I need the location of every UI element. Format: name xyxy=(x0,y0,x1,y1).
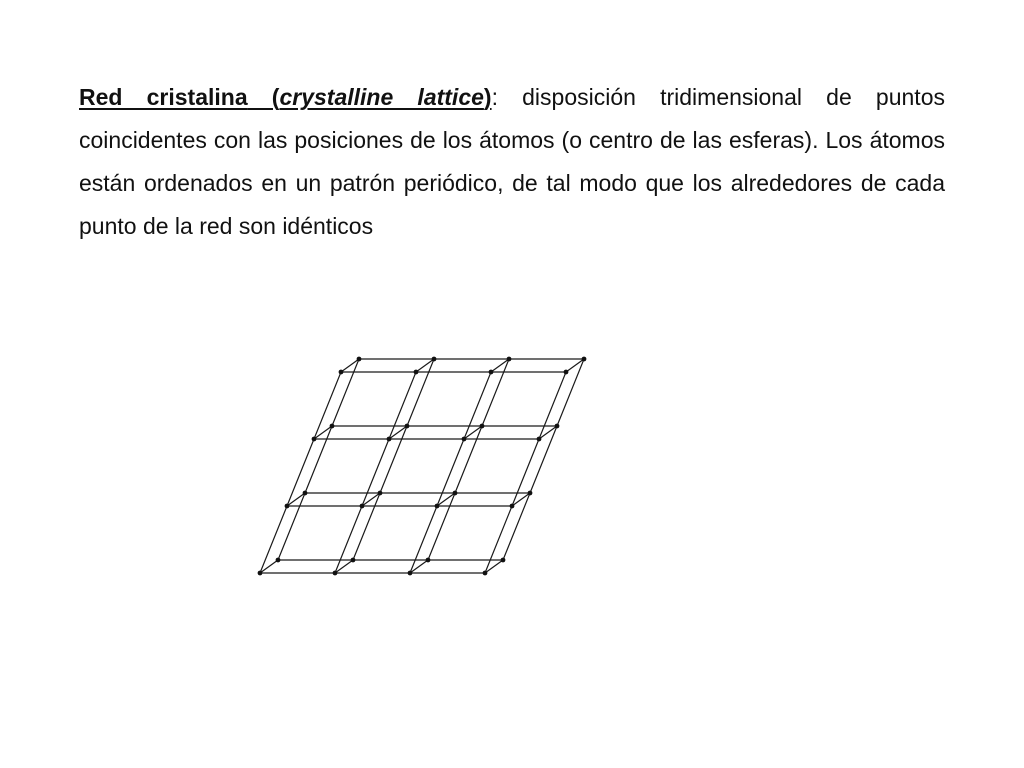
lattice-node xyxy=(360,504,365,509)
lattice-node xyxy=(408,571,413,576)
lattice-node xyxy=(276,558,281,563)
lattice-node xyxy=(555,424,560,429)
lattice-node xyxy=(378,491,383,496)
crystal-lattice-figure xyxy=(240,355,600,590)
definition-term-english: crystalline lattice xyxy=(279,84,484,110)
lattice-node xyxy=(510,504,515,509)
definition-colon: : xyxy=(491,84,498,110)
lattice-node xyxy=(528,491,533,496)
lattice-node xyxy=(414,370,419,375)
lattice-node xyxy=(426,558,431,563)
lattice-node xyxy=(330,424,335,429)
definition-term: Red cristalina (crystalline lattice) xyxy=(79,84,492,110)
lattice-node xyxy=(537,437,542,442)
lattice-node xyxy=(582,357,587,362)
lattice-node xyxy=(258,571,263,576)
lattice-node xyxy=(339,370,344,375)
definition-body: disposición tridimensional de puntos coincidentes con las posiciones de los átomos (o centro de las esferas). Los átomos están ordenados en un patrón periódico, de tal modo que los alrededores de cada punto de la red son idénticos xyxy=(79,84,945,239)
lattice-node xyxy=(405,424,410,429)
lattice-node xyxy=(489,370,494,375)
lattice-node xyxy=(351,558,356,563)
lattice-node xyxy=(357,357,362,362)
lattice-node xyxy=(435,504,440,509)
lattice-node xyxy=(501,558,506,563)
lattice-node xyxy=(480,424,485,429)
definition-paragraph xyxy=(79,76,945,248)
lattice-node xyxy=(453,491,458,496)
lattice-node xyxy=(312,437,317,442)
lattice-node xyxy=(333,571,338,576)
lattice-node xyxy=(483,571,488,576)
lattice-node xyxy=(462,437,467,442)
crystal-lattice-drawing xyxy=(240,355,600,590)
lattice-node xyxy=(387,437,392,442)
lattice-node xyxy=(303,491,308,496)
lattice-node xyxy=(564,370,569,375)
lattice-node xyxy=(432,357,437,362)
lattice-node xyxy=(285,504,290,509)
lattice-node xyxy=(507,357,512,362)
